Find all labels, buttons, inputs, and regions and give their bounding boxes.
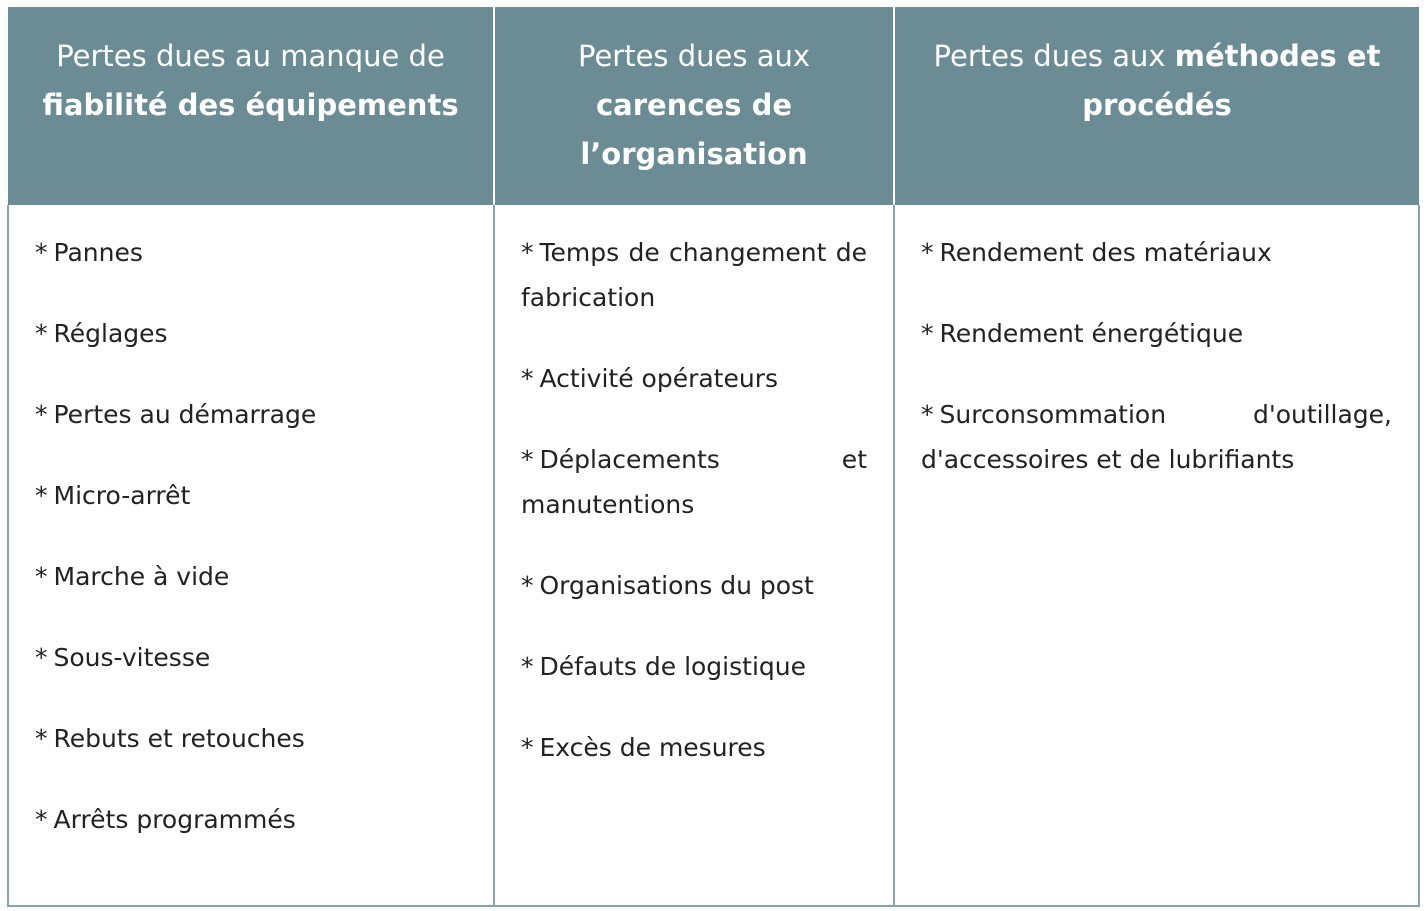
bullet-star: * [521,652,534,681]
list-item [521,725,867,770]
list-item-text: Rendement énergétique [939,319,1244,348]
column-methods [894,205,1419,906]
list-item-text: Temps de changement de fabrication [521,238,867,312]
bullet-star: * [35,319,48,348]
bullet-star: * [35,562,48,591]
list-item-text: Surconsommation d'outillage, d'accessoires et de lubrifiants [921,400,1392,474]
list-item [521,356,867,401]
list-item-text: Sous-vitesse [53,643,211,672]
list-item [35,716,467,761]
body-row [8,205,1419,906]
bullet-star: * [921,319,934,348]
header-bold-text: méthodes et procédés [1082,39,1381,122]
list-item [35,230,467,275]
list-item-text: Pertes au démarrage [53,400,317,429]
list-item [35,392,467,437]
bullet-star: * [521,733,534,762]
bullet-star: * [921,400,934,429]
list-item-text: Réglages [53,319,168,348]
list-item-text: Micro-arrêt [53,481,191,510]
list-item [921,392,1392,482]
list-item-text: Marche à vide [53,562,230,591]
list-item-text: Défauts de logistique [539,652,806,681]
header-equipment-reliability [8,7,494,205]
organisation-loss-list [521,230,867,770]
column-organisation [494,205,894,906]
list-item [521,563,867,608]
bullet-star: * [35,724,48,753]
list-item [35,635,467,680]
list-item-text: Déplacements et manutentions [521,445,867,519]
header-bold-text: fiabilité des équipements [42,88,459,122]
list-item-text: Rebuts et retouches [53,724,305,753]
list-item [921,311,1392,356]
list-item [521,437,867,527]
equipment-loss-list [35,230,467,842]
bullet-star: * [35,805,48,834]
bullet-star: * [521,571,534,600]
list-item-text: Pannes [53,238,143,267]
bullet-star: * [521,445,534,474]
list-item-text: Organisations du post [539,571,814,600]
header-organisation [494,7,894,205]
header-text: Pertes dues au manque de [56,39,445,73]
bullet-star: * [521,238,534,267]
list-item [521,644,867,689]
list-item [35,311,467,356]
list-item [35,797,467,842]
header-methods [894,7,1419,205]
bullet-star: * [35,643,48,672]
bullet-star: * [35,238,48,267]
list-item-text: Excès de mesures [539,733,766,762]
bullet-star: * [521,364,534,393]
list-item-text: Activité opérateurs [539,364,779,393]
list-item [521,230,867,320]
list-item [921,230,1392,275]
methods-loss-list [921,230,1392,482]
header-row [8,7,1419,205]
bullet-star: * [35,481,48,510]
list-item [35,554,467,599]
list-item-text: Rendement des matériaux [939,238,1272,267]
column-equipment-reliability [8,205,494,906]
bullet-star: * [921,238,934,267]
list-item-text: Arrêts programmés [53,805,296,834]
losses-table [7,7,1420,907]
header-text: Pertes dues aux [577,39,811,73]
bullet-star: * [35,400,48,429]
list-item [35,473,467,518]
header-text: Pertes dues aux [933,39,1175,73]
header-bold-text: carences de l’organisation [580,88,808,171]
